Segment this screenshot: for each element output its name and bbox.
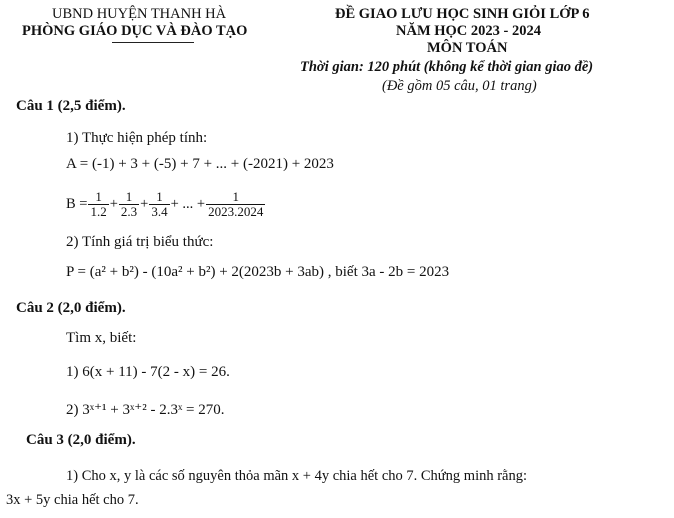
district-name: UBND HUYỆN THANH HÀ bbox=[52, 6, 227, 22]
q2-intro: Tìm x, biết: bbox=[66, 330, 137, 346]
expr-b-lead: B = bbox=[66, 196, 88, 212]
frac-2 bbox=[119, 190, 139, 219]
q2-title: Câu 2 (2,0 điểm). bbox=[16, 300, 126, 316]
frac-last-den: 2023.2024 bbox=[208, 204, 264, 219]
q2-item2-row bbox=[66, 400, 225, 419]
q1-part1: 1) Thực hiện phép tính: bbox=[66, 130, 208, 146]
expr-b-dots: + ... + bbox=[170, 196, 206, 212]
frac-1-den: 1.2 bbox=[90, 204, 107, 219]
school-year: NĂM HỌC 2023 - 2024 bbox=[396, 23, 541, 39]
q3-line2: 3x + 5y chia hết cho 7. bbox=[6, 492, 139, 508]
exam-title: ĐỀ GIAO LƯU HỌC SINH GIỎI LỚP 6 bbox=[335, 6, 590, 22]
frac-last bbox=[206, 190, 265, 219]
q3-line1: 1) Cho x, y là các số nguyên thỏa mãn x + 4y chia hết cho 7. Chứng minh rằng: bbox=[66, 468, 528, 484]
frac-3-num: 1 bbox=[156, 189, 163, 204]
frac-1-num: 1 bbox=[95, 189, 102, 204]
time-allowed: Thời gian: 120 phút (không kể thời gian giao đề) bbox=[300, 59, 594, 75]
frac-3 bbox=[149, 190, 169, 219]
subject: MÔN TOÁN bbox=[427, 40, 508, 56]
frac-3-den: 3.4 bbox=[151, 204, 168, 219]
frac-1 bbox=[88, 190, 108, 219]
header-divider bbox=[112, 42, 194, 43]
frac-last-num: 1 bbox=[232, 189, 239, 204]
q1-part2: 2) Tính giá trị biểu thức: bbox=[66, 234, 214, 250]
q1-title: Câu 1 (2,5 điểm). bbox=[16, 98, 126, 114]
page-count-note: (Đề gồm 05 câu, 01 trang) bbox=[382, 78, 537, 94]
q2-item2-prefix: 2) bbox=[66, 402, 83, 418]
q1-expr-a: A = (-1) + 3 + (-5) + 7 + ... + (-2021) + 2023 bbox=[66, 156, 334, 172]
q1-expr-b: B = $\frac{1}{1.2}$ + $\frac{1}{2.3}$ + $\frac{1}{3.4}$ + ... + $\frac{1}{2023.2024}$ bbox=[66, 189, 264, 219]
frac-2-den: 2.3 bbox=[120, 204, 138, 219]
department-name: PHÒNG GIÁO DỤC VÀ ĐÀO TẠO bbox=[22, 23, 248, 39]
frac-2-num: 1 bbox=[125, 189, 133, 204]
q1-expr-p: P = (a² + b²) - (10a² + b²) + 2(2023b + 3ab) , biết 3a - 2b = 2023 bbox=[66, 264, 450, 280]
q2-item1: 1) 6(x + 11) - 7(2 - x) = 26. bbox=[66, 364, 230, 380]
q3-title: Câu 3 (2,0 điểm). bbox=[26, 432, 136, 448]
q2-item2: 3ˣ⁺¹ + 3ˣ⁺² - 2.3ˣ = 270. bbox=[82, 402, 225, 418]
